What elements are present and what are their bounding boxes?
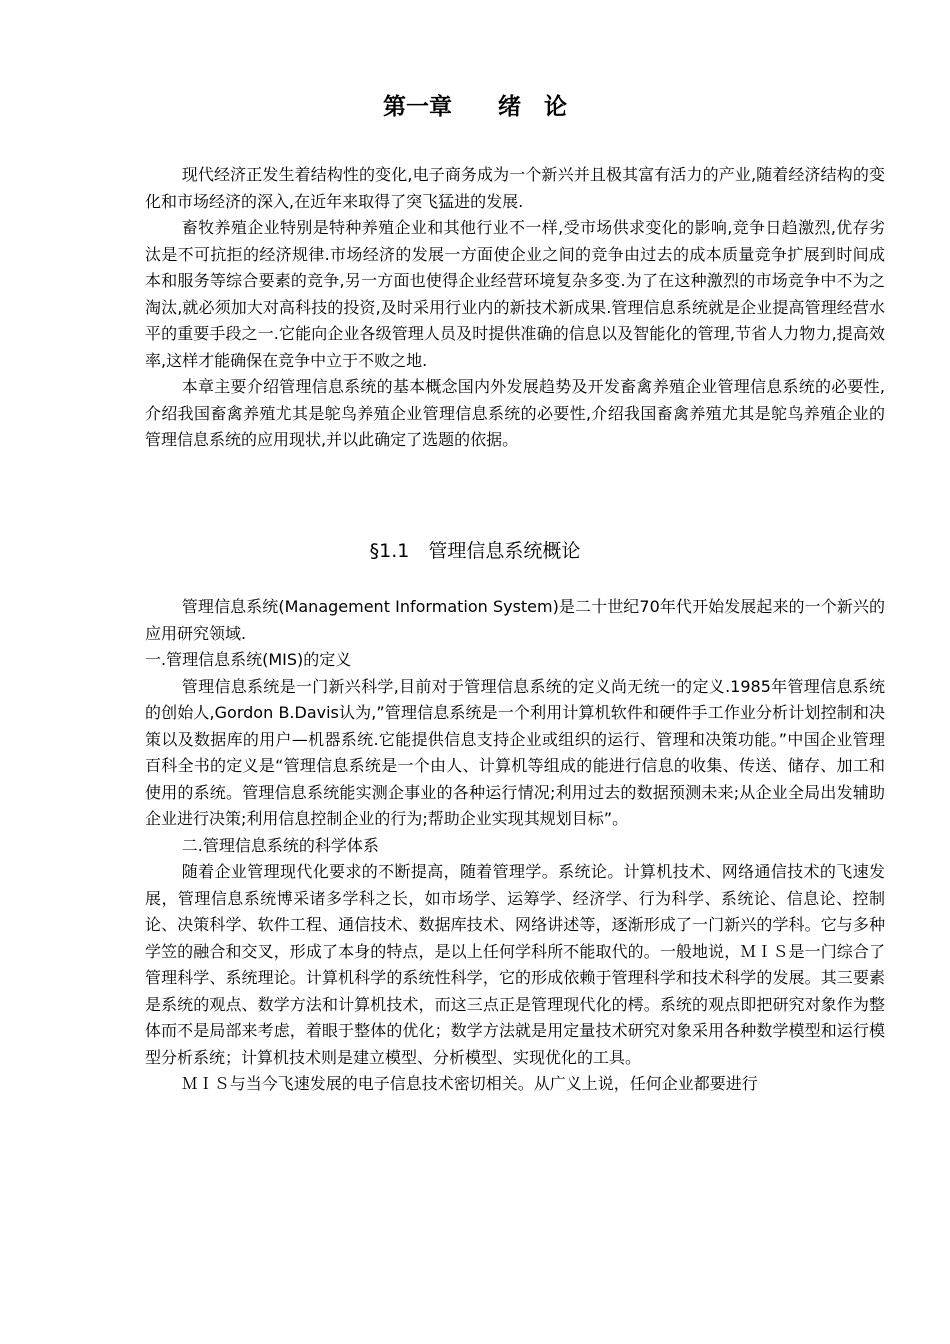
intro-paragraph: 畜牧养殖企业特别是特种养殖企业和其他行业不一样,受市场供求变化的影响,竞争日趋激烈,优存劣汰是不可抗拒的经济规律.市场经济的发展一方面使企业之间的竞争由过去的成本质量竞争扩展到时间成本和服务等综合要素的竞争,另一方面也使得企业经营环境复杂多变.为了在这种激烈的市场竞争中不为之淘汰,就必须加大对高科技的投资,及时采用行业内的新技术新成果.管理信息系统就是企业提高管理经营水平的重要手段之一.它能向企业各级管理人员及时提供准确的信息以及智能化的管理,节省人力物力,提高效率,这样才能确保在竞争中立于不败之地. xyxy=(145,218,885,370)
intro-paragraph: 本章主要介绍管理信息系统的基本概念国内外发展趋势及开发畜禽养殖企业管理信息系统的必要性,介绍我国畜禽养殖尤其是鸵鸟养殖企业管理信息系统的必要性,介绍我国畜禽养殖尤其是鸵鸟养殖企业的管理信息系统的应用现状,并以此确定了选题的依据。 xyxy=(145,377,885,449)
section-paragraph: ＭＩＳ与当今飞速发展的电子信息技术密切相关。从广义上说，任何企业都要进行 xyxy=(181,1074,758,1093)
chapter-title: 第一章 绪 论 xyxy=(383,94,567,120)
section-body xyxy=(145,594,885,1098)
section-title: §1.1 管理信息系统概论 xyxy=(369,540,581,562)
intro-paragraph: 现代经济正发生着结构性的变化,电子商务成为一个新兴并且极其富有活力的产业,随着经济结构的变化和市场经济的深入,在近年来取得了突飞猛进的发展. xyxy=(145,165,885,211)
section-paragraph: 随着企业管理现代化要求的不断提高，随着管理学。系统论。计算机技术、网络通信技术的飞速发展，管理信息系统博采诸多学科之长，如市场学、运筹学、经济学、行为科学、系统论、信息论、控制论、决策科学、软件工程、通信技术、数据库技术、网络讲述等，逐渐形成了一门新兴的学科。它与多种学笠的融合和交叉，形成了本身的特点，是以上任何学科所不能取代的。一般地说，ＭＩＳ是一门综合了管理科学、系统理论。计算机科学的系统性科学，它的形成依赖于管理科学和技术科学的发展。其三要素是系统的观点、数学方法和计算机技术，而这三点正是管理现代化的樗。系统的观点即把研究对象作为整体而不是局部来考虑，着眼于整体的优化；数学方法就是用定量技术研究对象采用各种数学模型和运行模型分析系统；计算机技术则是建立模型、分析模型、实现优化的工具。 xyxy=(145,862,885,1067)
section-paragraph: 管理信息系统是一门新兴科学,目前对于管理信息系统的定义尚无统一的定义.1985年管理信息系统的创始人,Gordon B.Davis认为,”管理信息系统是一个利用计算机软件和硬件手工作业分析计划控制和决策以及数据库的用户—机器系统.它能提供信息支持企业或组织的运行、管理和决策功能。”中国企业管理百科全书的定义是“管理信息系统是一个由人、计算机等组成的能进行信息的收集、传送、储存、加工和使用的系统。管理信息系统能实测企事业的各种运行情况;利用过去的数据预测未来;从企业全局出发辅助企业进行决策;利用信息控制企业的行为;帮助企业实现其规划目标”。 xyxy=(145,676,885,828)
section-paragraph: 管理信息系统(Management Information System)是二十世纪70年代开始发展起来的一个新兴的应用研究领域. xyxy=(145,597,885,643)
intro-body xyxy=(145,162,885,454)
subheading-definition: 一.管理信息系统(MIS)的定义 xyxy=(145,650,352,669)
subheading-science-system: 二.管理信息系统的科学体系 xyxy=(181,835,379,855)
